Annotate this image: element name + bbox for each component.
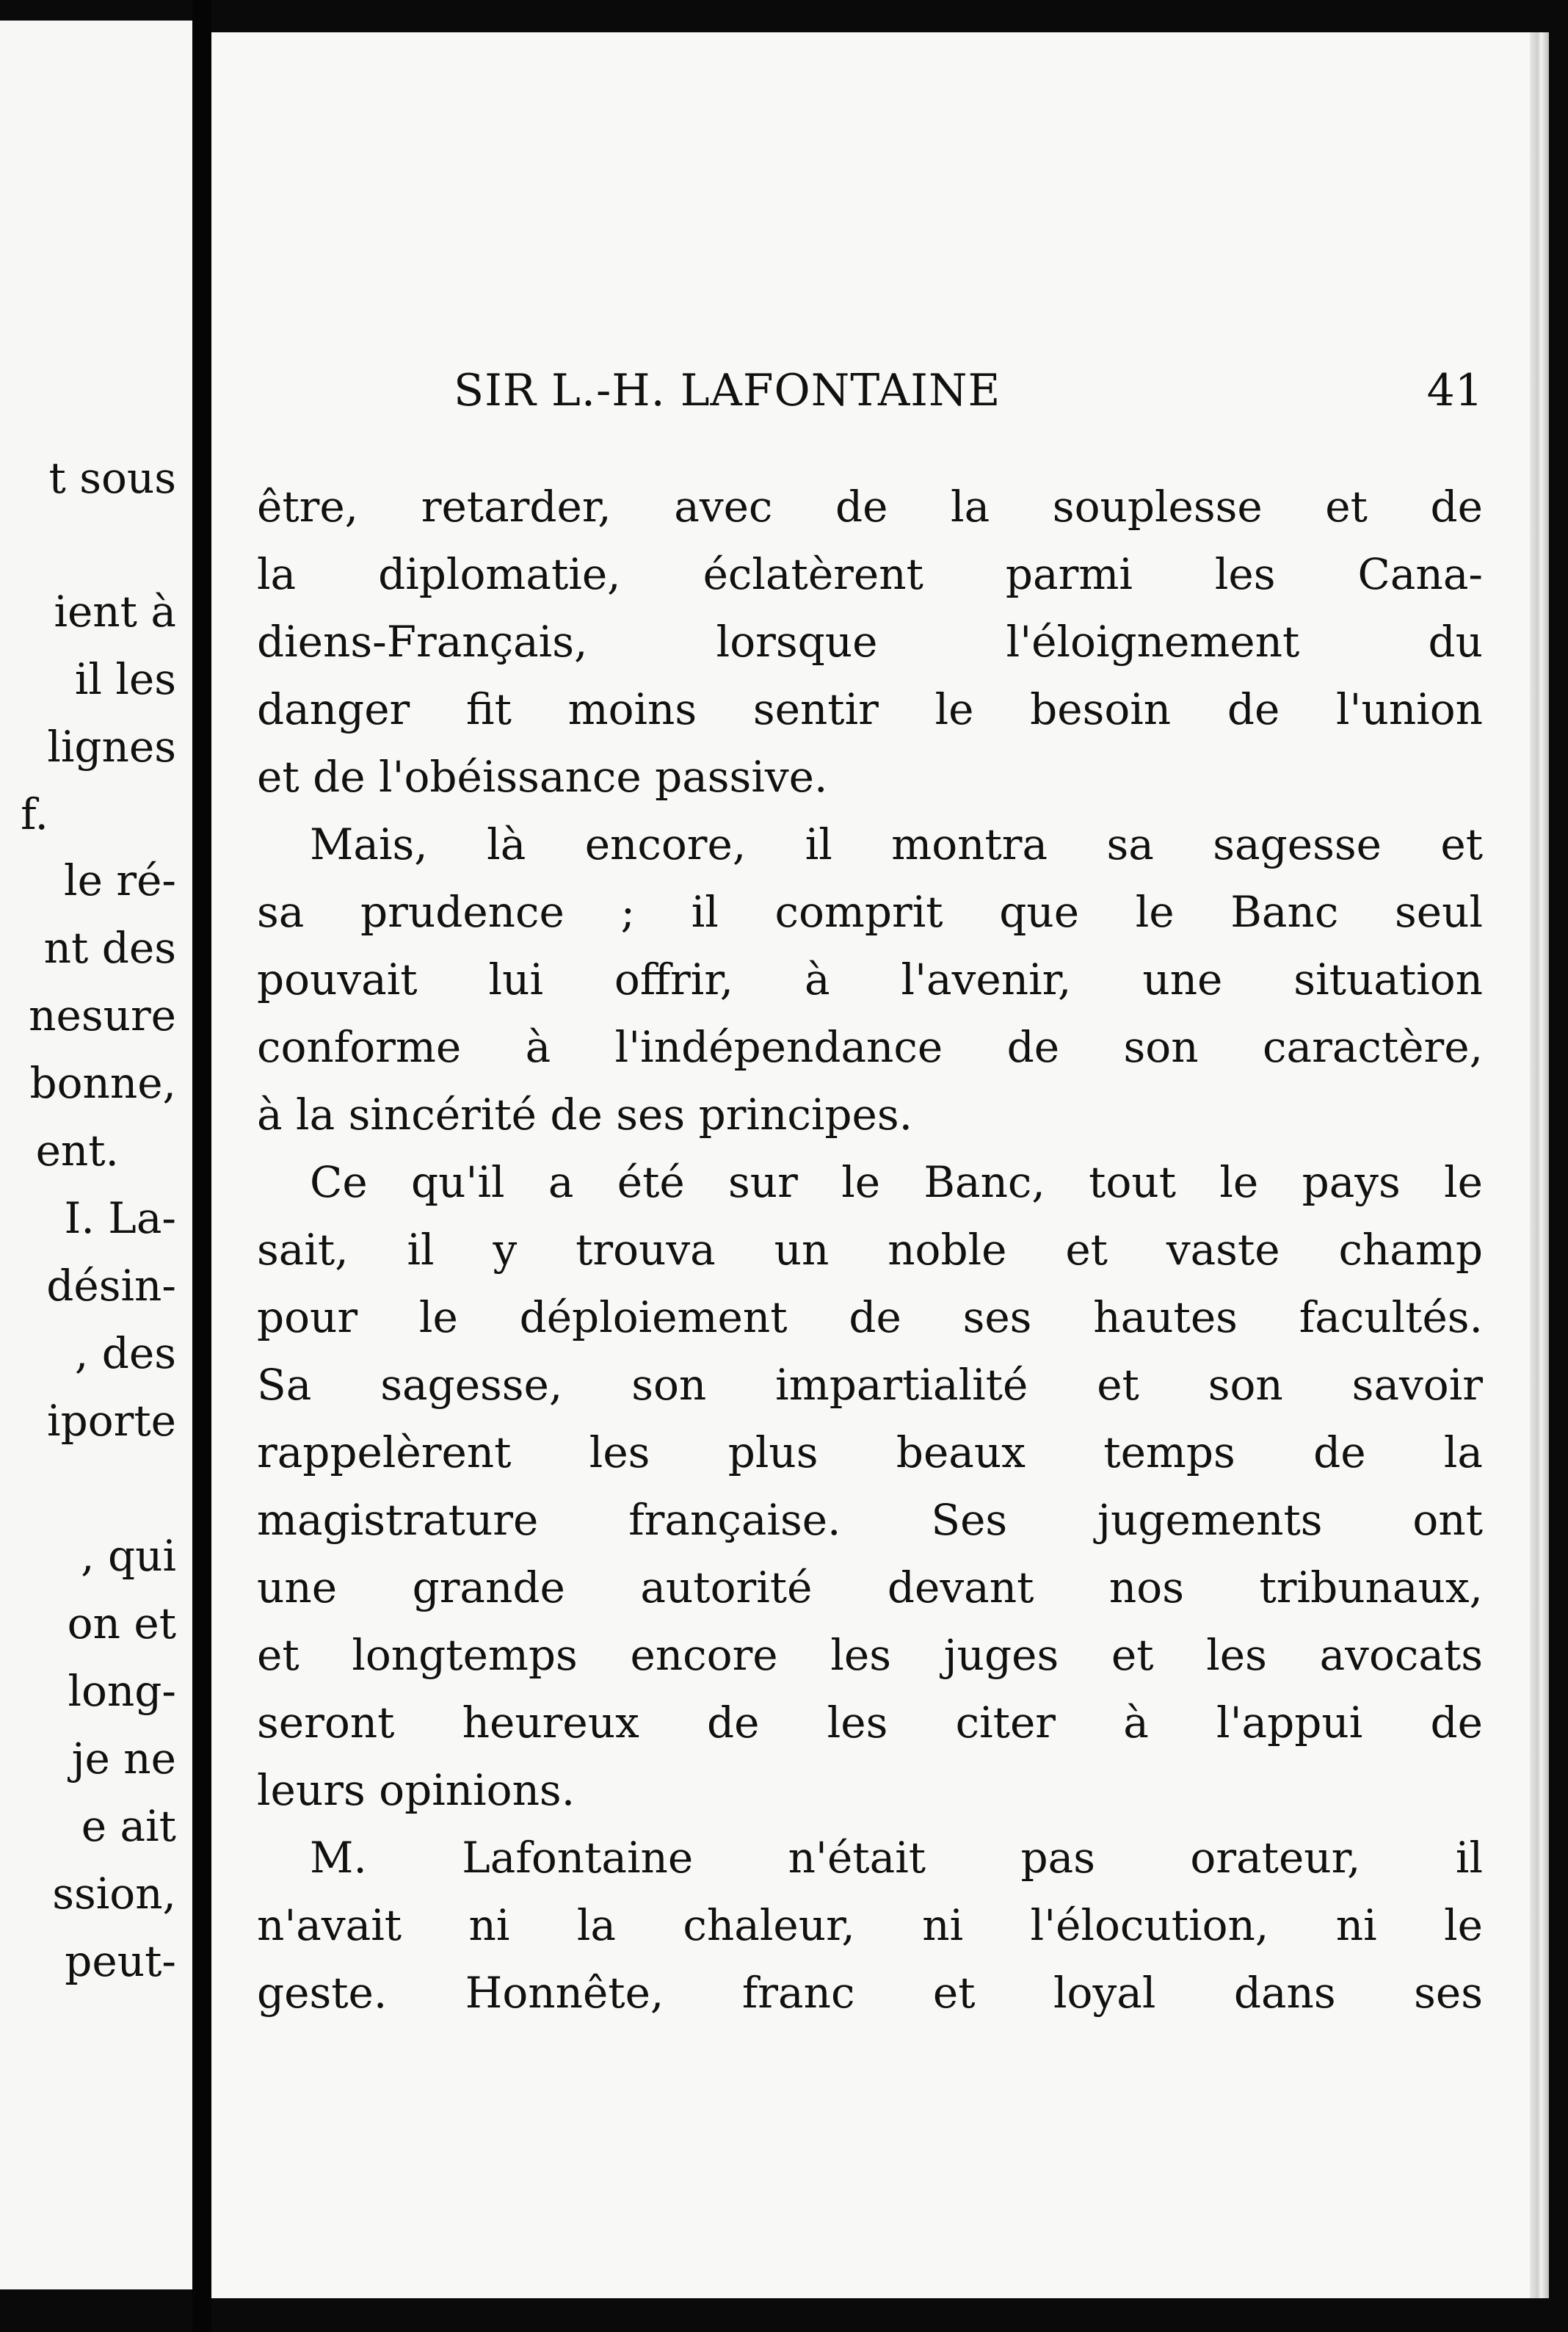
text-line: sa prudence ; il comprit que le Banc seul — [257, 887, 1483, 937]
text-line: pouvait lui offrir, à l'avenir, une situation — [257, 955, 1483, 1004]
text-line: geste. Honnête, franc et loyal dans ses — [257, 1968, 1483, 2018]
text-line: la diplomatie, éclatèrent parmi les Cana- — [257, 549, 1483, 599]
text-line: une grande autorité devant nos tribunaux, — [257, 1562, 1483, 1612]
left-page-line: désin- — [46, 1261, 176, 1311]
left-page-line: ssion, — [52, 1869, 176, 1919]
text-line: être, retarder, avec de la souplesse et de — [257, 482, 1483, 532]
left-page-line: nt des — [43, 923, 176, 973]
text-line: conforme à l'indépendance de son caractère, — [257, 1022, 1483, 1072]
text-line: sait, il y trouva un noble et vaste champ — [257, 1225, 1483, 1275]
text-line: rappelèrent les plus beaux temps de la — [257, 1427, 1483, 1477]
page-edge — [1530, 32, 1549, 2298]
text-line: et de l'obéissance passive. — [257, 752, 828, 802]
left-page-line: ent. — [35, 1126, 119, 1176]
left-page-line: lignes — [47, 722, 176, 772]
left-page-line: le ré- — [64, 855, 176, 905]
text-line: seront heureux de les citer à l'appui de — [257, 1698, 1483, 1748]
text-line: Mais, là encore, il montra sa sagesse et — [310, 819, 1483, 869]
left-page-line: t sous — [48, 453, 176, 503]
text-line: danger fit moins sentir le besoin de l'union — [257, 684, 1483, 734]
text-line: leurs opinions. — [257, 1765, 576, 1815]
left-page-line: long- — [68, 1666, 176, 1716]
running-title: SIR L.-H. LAFONTAINE — [454, 365, 1001, 416]
left-page-line: f. — [21, 789, 48, 839]
text-line: Sa sagesse, son impartialité et son savoir — [257, 1360, 1483, 1410]
left-page-fragment — [0, 21, 192, 2289]
left-page-line: e ait — [81, 1801, 176, 1851]
left-page-line: il les — [74, 654, 176, 704]
left-page-line: peut- — [65, 1936, 176, 1986]
book-gutter — [192, 0, 211, 2332]
left-page-line: on et — [67, 1598, 176, 1648]
left-page-line: iporte — [47, 1396, 176, 1446]
left-page-line: , qui — [81, 1531, 176, 1581]
left-page-line: nesure — [29, 991, 176, 1040]
right-page — [211, 32, 1530, 2298]
running-head — [454, 364, 1483, 417]
left-page-line: je ne — [71, 1734, 176, 1784]
text-line: diens-Français, lorsque l'éloignement du — [257, 617, 1483, 667]
text-line: Ce qu'il a été sur le Banc, tout le pays le — [310, 1157, 1483, 1207]
text-line: pour le déploiement de ses hautes facultés. — [257, 1292, 1483, 1342]
left-page-line: ient à — [54, 587, 176, 637]
text-line: n'avait ni la chaleur, ni l'élocution, ni le — [257, 1900, 1483, 1950]
text-line: magistrature française. Ses jugements ont — [257, 1495, 1483, 1545]
text-line: M. Lafontaine n'était pas orateur, il — [310, 1833, 1483, 1883]
page-number: 41 — [1426, 365, 1483, 416]
left-page-line: bonne, — [29, 1058, 176, 1108]
text-line: à la sincérité de ses principes. — [257, 1090, 913, 1140]
left-page-line: , des — [74, 1328, 176, 1378]
body-text — [257, 473, 1483, 2027]
left-page-line: I. La- — [64, 1193, 176, 1243]
text-line: et longtemps encore les juges et les avocats — [257, 1630, 1483, 1680]
